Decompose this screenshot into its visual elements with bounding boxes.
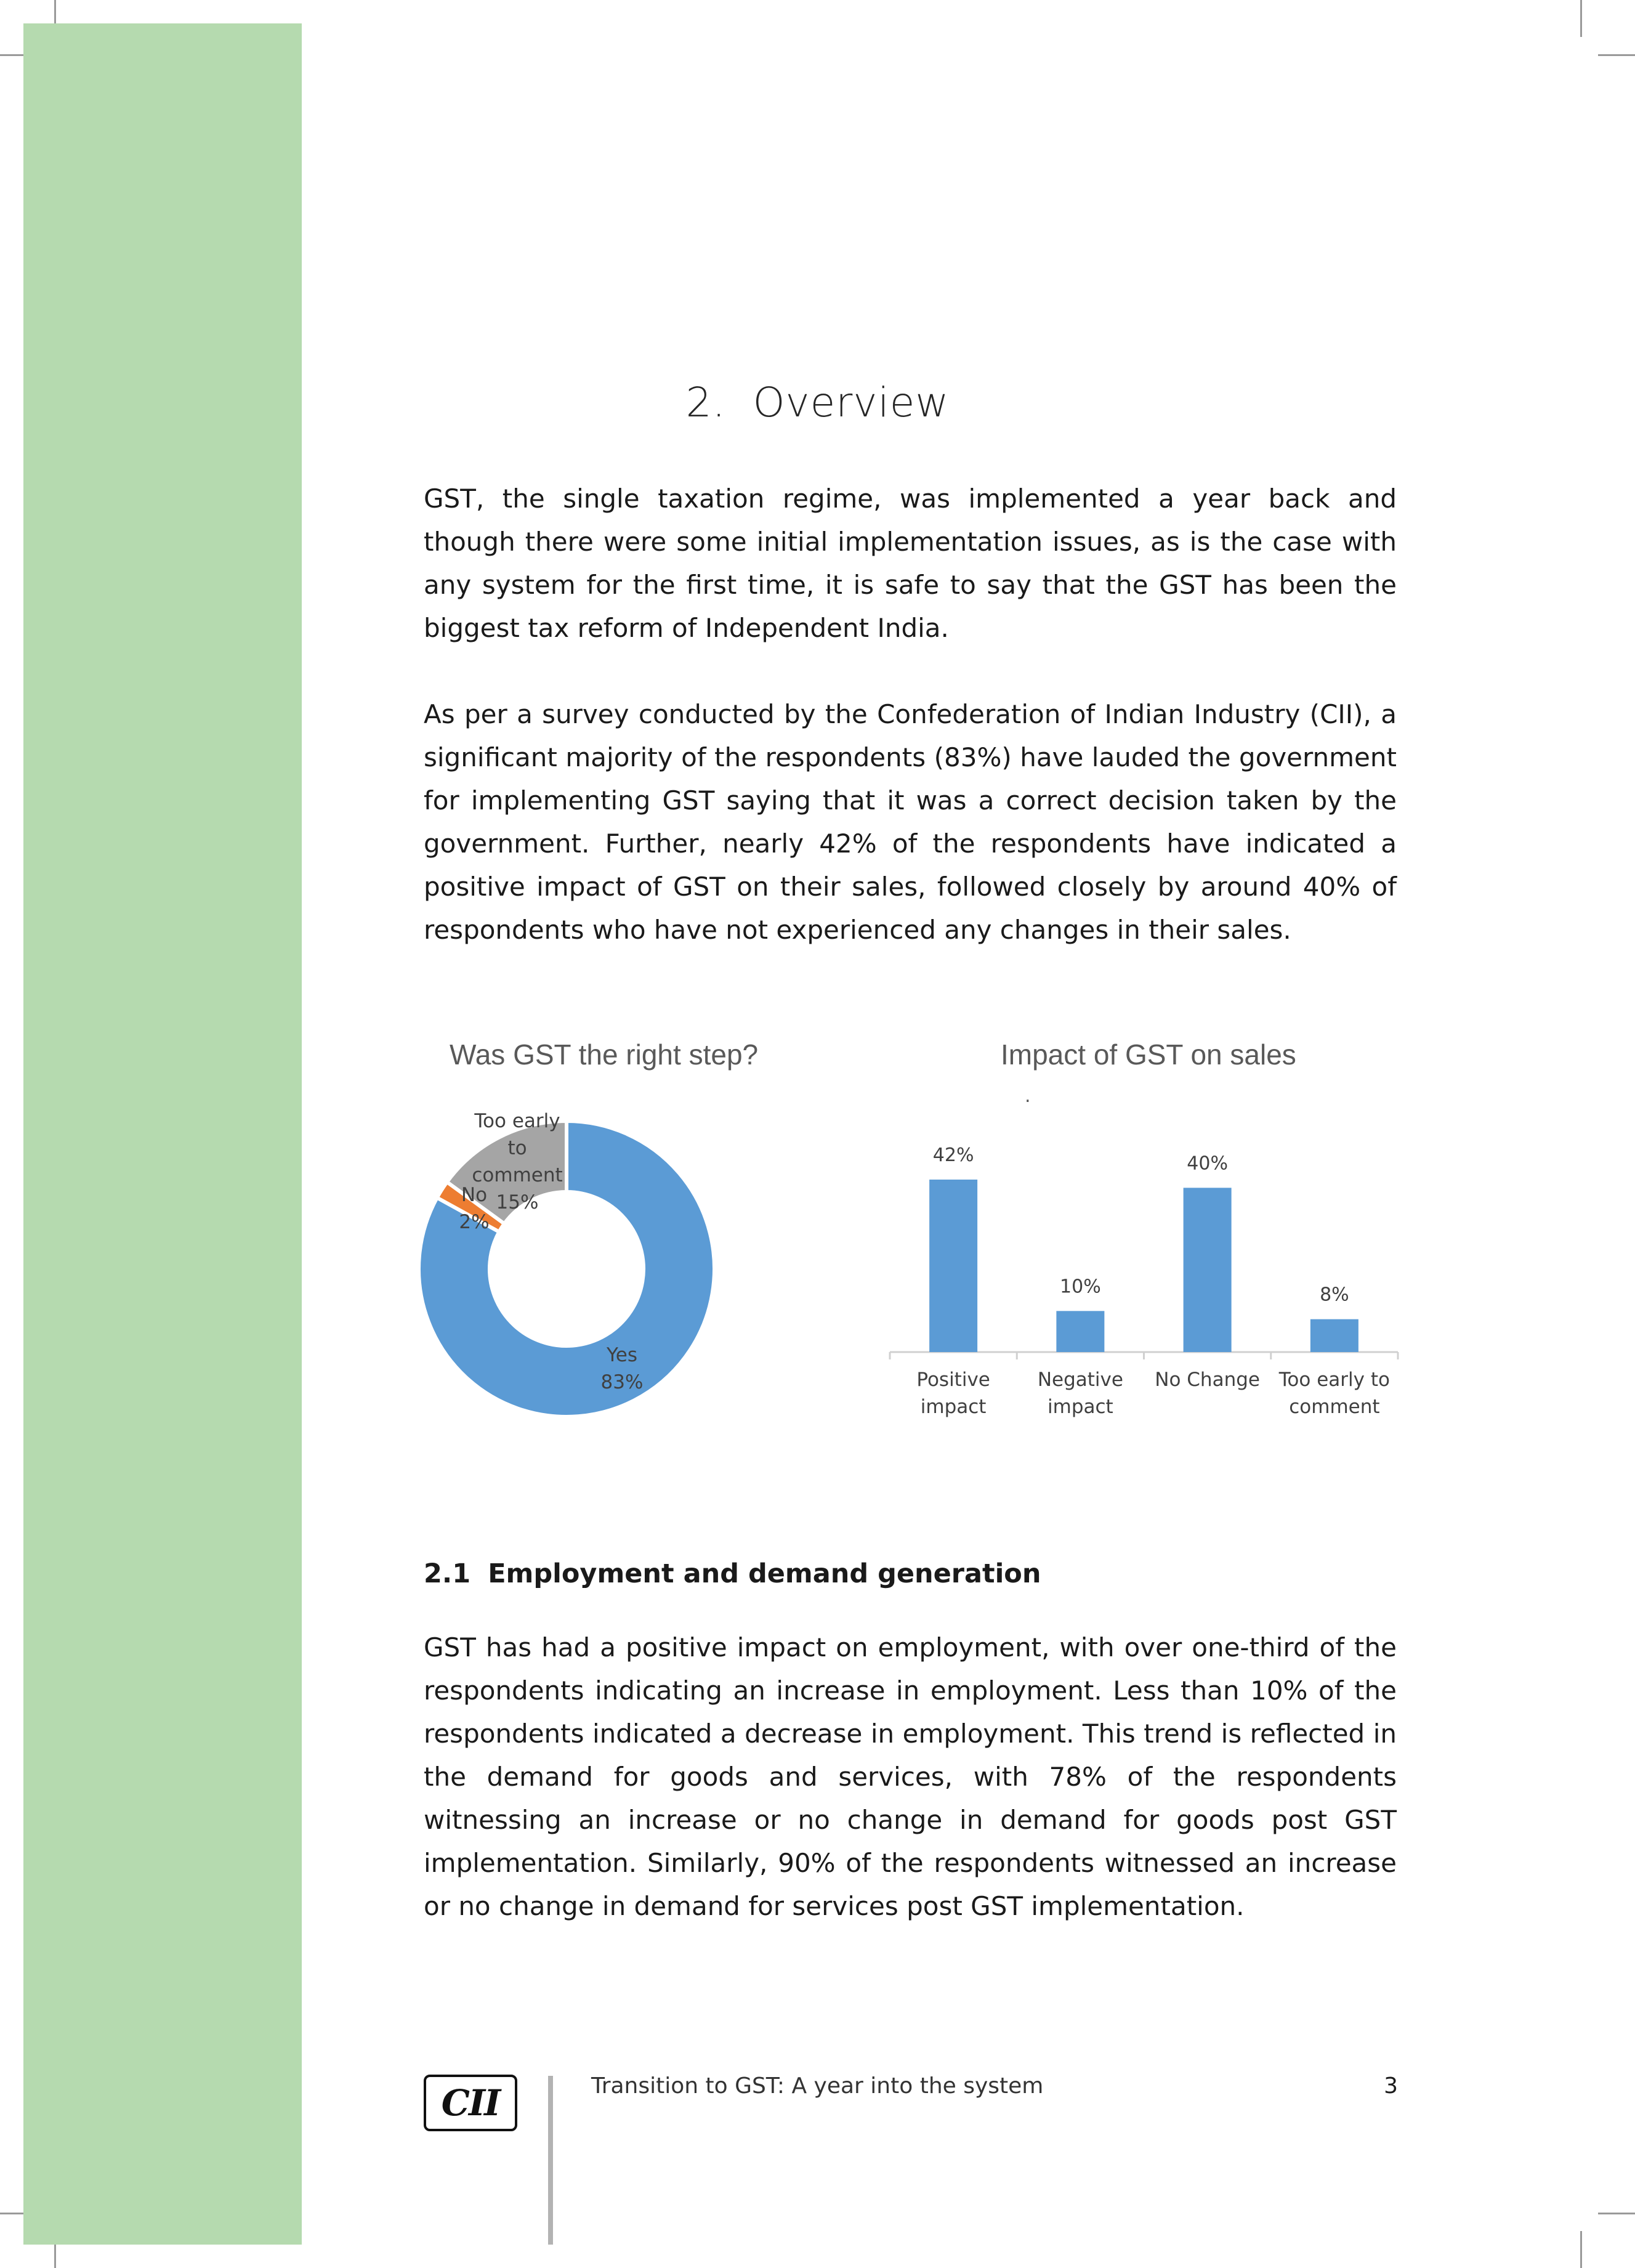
page-number: 3 [1384,2073,1398,2099]
bar-positive-impact [929,1180,977,1352]
footer-divider [548,2076,553,2245]
donut-label-no: No 2% [459,1184,490,1233]
donut-label-too-early: Too early to comment 15% [472,1110,563,1213]
bar-no-change [1184,1188,1232,1352]
title-number: 2. [685,379,726,426]
bar-chart-subtitle: . [1025,1085,1031,1107]
donut-label-yes: Yes 83% [600,1344,644,1393]
x-tick-label-too-early-to-comment: Too early to comment [1278,1369,1390,1418]
bar-too-early-to-comment [1310,1319,1358,1352]
crop-mark [1598,2213,1635,2214]
section-heading [424,1558,1041,1589]
page-title [0,379,1635,426]
x-tick-label-positive-impact: Positive impact [916,1369,990,1418]
employment-paragraph: GST has had a positive impact on employment, with over one-third of the respondents indicating an increase in employment. Less than 10% of the respondents indicated a decrease in employment. This trend is reflected in the demand for goods and services, with 78% of the respondents witnessing an increase or no change in demand for goods post GST implementation. Similarly, 90% of the respondents witnessed an increase or no change in demand for services post GST implementation. [424,1632,1397,1921]
x-tick-label-negative-impact: Negative impact [1037,1369,1123,1418]
section-heading-text: Employment and demand generation [488,1558,1041,1589]
bar-value-label: 40% [1187,1152,1228,1175]
donut-chart [406,1109,751,1429]
crop-mark [1580,0,1582,37]
crop-mark [1580,2231,1582,2268]
donut-chart-title: Was GST the right step? [450,1039,759,1071]
bar-negative-impact [1056,1311,1104,1352]
footer-text: Transition to GST: A year into the system [591,2073,1044,2099]
cii-logo [424,2075,517,2131]
x-tick-label-no-change: No Change [1155,1369,1260,1391]
bar-chart-title: Impact of GST on sales [1001,1039,1296,1071]
cii-logo-text: CII [441,2082,500,2124]
title-text: Overview [753,379,950,426]
crop-mark [1598,54,1635,56]
section-number: 2.1 [424,1558,471,1589]
bar-value-label: 10% [1060,1276,1101,1298]
bar-value-label: 42% [932,1144,974,1166]
intro-paragraph: GST, the single taxation regime, was implemented a year back and though there were some initial implementation issues, as is the case with any system for the first time, it is safe to say that the GST has been the biggest tax reform of Independent India. [424,484,1397,643]
green-side-band [23,23,302,2245]
survey-paragraph: As per a survey conducted by the Confederation of Indian Industry (CII), a significant majority of the respondents (83%) have lauded the government for implementing GST saying that it was a correct decision taken by the government. Further, nearly 42% of the respondents have indicated a positive impact of GST on their sales, followed closely by around 40% of respondents who have not experienced any changes in their sales. [424,699,1397,945]
bar-chart [881,1127,1423,1435]
bar-value-label: 8% [1320,1284,1349,1306]
